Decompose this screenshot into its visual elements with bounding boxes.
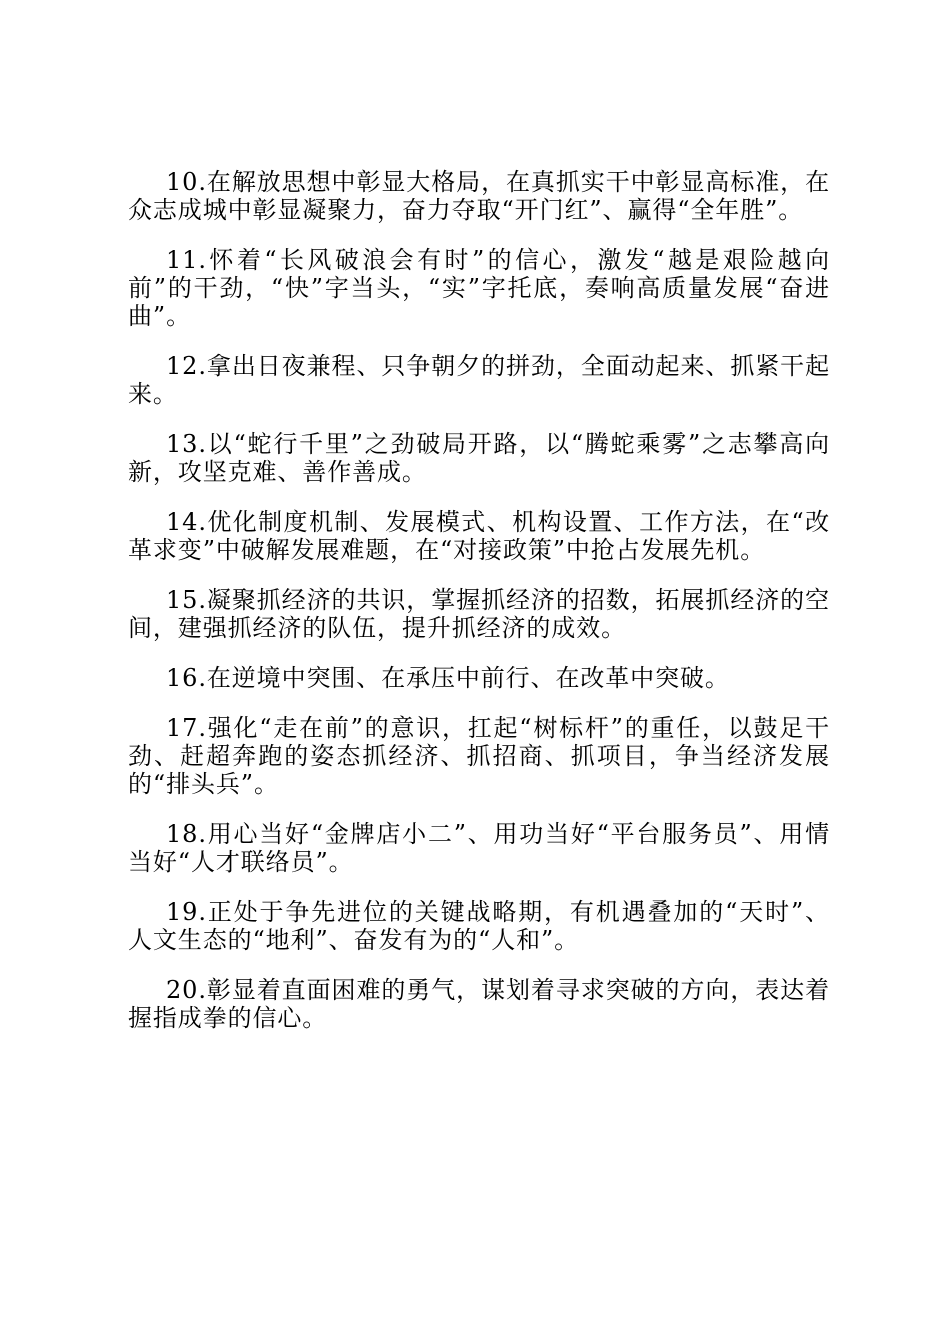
paragraph-16: 16.在逆境中突围、在承压中前行、在改革中突破。	[166, 664, 730, 692]
paragraph-14: 14.优化制度机制、发展模式、机构设置、工作方法，在“改革求变”中破解发展难题，在“对接政策”中抢占发展先机。	[128, 508, 830, 564]
paragraph-10: 10.在解放思想中彰显大格局，在真抓实干中彰显高标准，在众志成城中彰显凝聚力，奋力夺取“开门红”、赢得“全年胜”。	[128, 168, 830, 224]
paragraph-19: 19.正处于争先进位的关键战略期，有机遇叠加的“天时”、人文生态的“地利”、奋发有为的“人和”。	[128, 898, 830, 954]
paragraph-11: 11.怀着“长风破浪会有时”的信心，激发“越是艰险越向前”的干劲，“快”字当头，“实”字托底，奏响高质量发展“奋进曲”。	[128, 246, 830, 330]
paragraph-17: 17.强化“走在前”的意识，扛起“树标杆”的重任，以鼓足干劲、赶超奔跑的姿态抓经济、抓招商、抓项目，争当经济发展的“排头兵”。	[128, 714, 830, 798]
paragraph-13: 13.以“蛇行千里”之劲破局开路，以“腾蛇乘雾”之志攀高向新，攻坚克难、善作善成。	[128, 430, 830, 486]
paragraph-18: 18.用心当好“金牌店小二”、用功当好“平台服务员”、用情当好“人才联络员”。	[128, 820, 830, 876]
paragraph-12: 12.拿出日夜兼程、只争朝夕的拼劲，全面动起来、抓紧干起来。	[128, 352, 830, 408]
document-body	[128, 168, 830, 1054]
paragraph-20: 20.彰显着直面困难的勇气，谋划着寻求突破的方向，表达着握指成拳的信心。	[128, 976, 830, 1032]
paragraph-15: 15.凝聚抓经济的共识，掌握抓经济的招数，拓展抓经济的空间，建强抓经济的队伍，提升抓经济的成效。	[128, 586, 830, 642]
